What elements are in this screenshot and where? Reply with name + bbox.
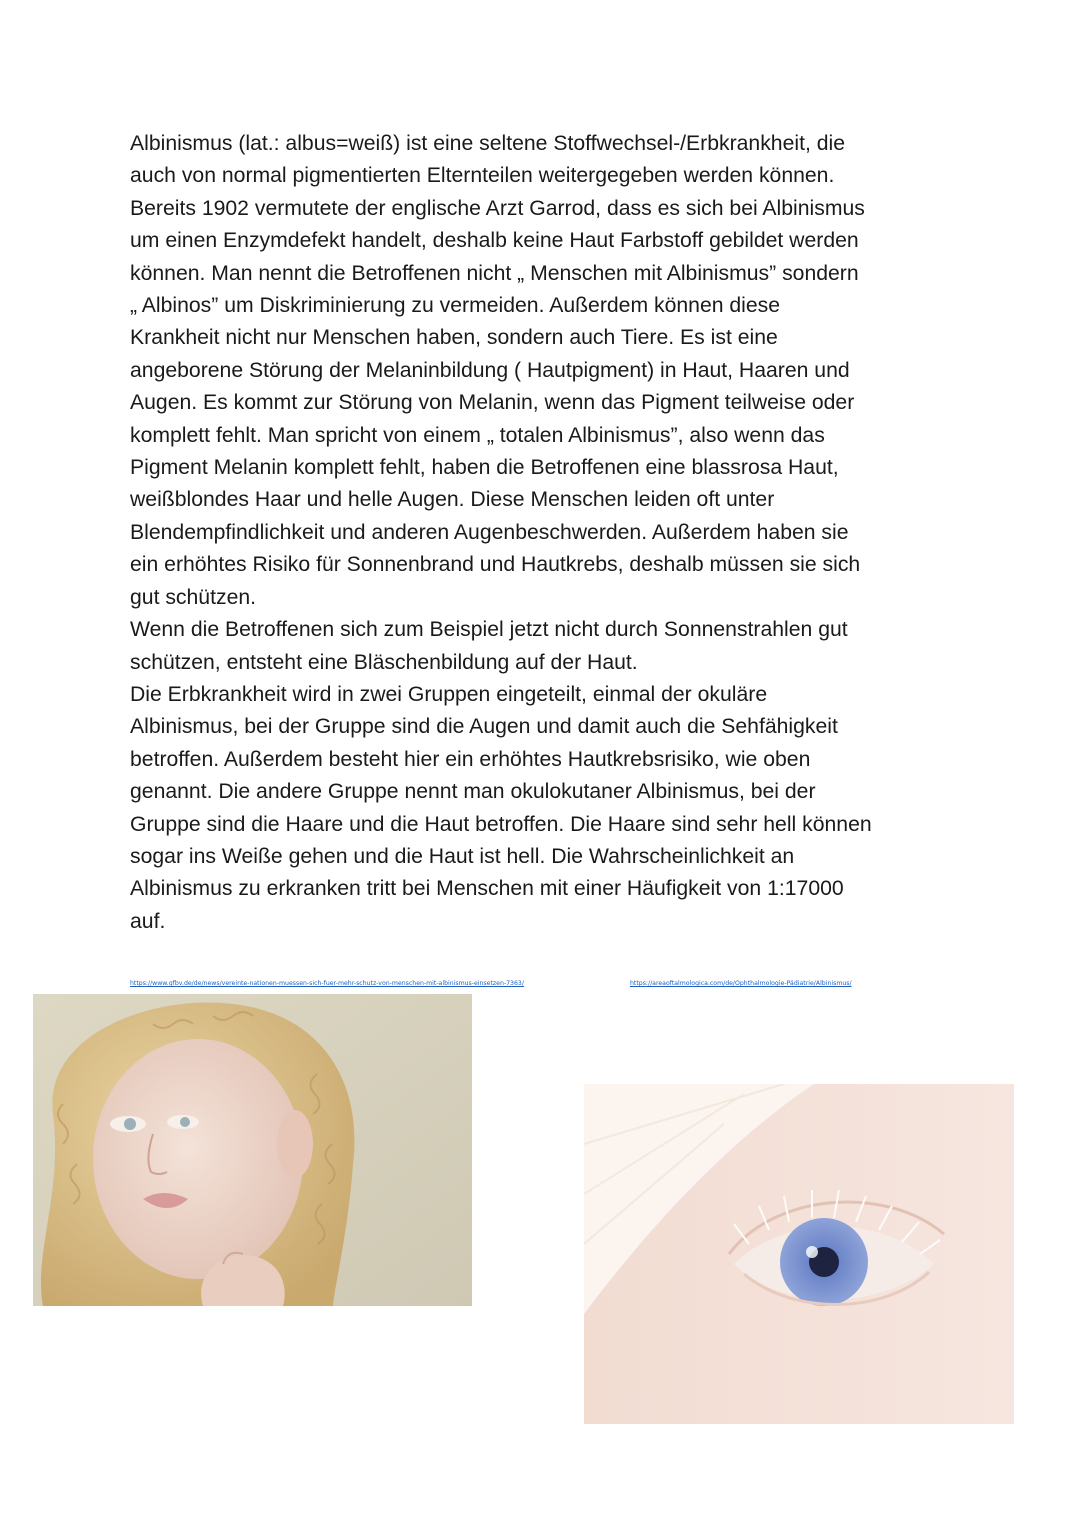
albino-eye-photo [584,1084,1014,1424]
text-line: schützen, entsteht eine Bläschenbildung auf der Haut. [130,650,638,674]
text-line: Gruppe sind die Haare und die Haut betroffen. Die Haare sind sehr hell können [130,812,872,836]
albino-child-illustration [33,994,472,1306]
text-line: angeborene Störung der Melaninbildung ( Hautpigment) in Haut, Haaren und [130,358,850,382]
albino-child-photo [33,994,472,1306]
albino-eye-illustration [584,1084,1014,1424]
text-line: Pigment Melanin komplett fehlt, haben die Betroffenen eine blassrosa Haut, [130,456,839,480]
text-line: Krankheit nicht nur Menschen haben, sondern auch Tiere. Es ist eine [130,326,778,350]
text-line: „ Albinos” um Diskriminierung zu vermeiden. Außerdem können diese [130,294,781,318]
source-link-gfbv[interactable]: https://www.gfbv.de/de/news/vereinte-nationen-muessen-sich-fuer-mehr-schutz-von-menschen-mit-albinismus-einsetzen-7363/ [130,980,524,987]
text-line: gut schützen. [130,585,257,609]
source-link-areaoftalmologica[interactable]: https://areaoftalmologica.com/de/Ophthalmologie-Pädiatrie/Albinismus/ [630,980,852,987]
text-line: weißblondes Haar und helle Augen. Diese Menschen leiden oft unter [130,488,775,512]
text-line: können. Man nennt die Betroffenen nicht „ Menschen mit Albinismus” sondern [130,261,859,285]
text-line: Albinismus, bei der Gruppe sind die Augen und damit auch die Sehfähigkeit [130,715,838,739]
text-line: Albinismus (lat.: albus=weiß) ist eine seltene Stoffwechsel-/Erbkrankheit, die [130,132,846,155]
text-line: Bereits 1902 vermutete der englische Arzt Garrod, dass es sich bei Albinismus [130,196,865,220]
text-line: sogar ins Weiße gehen und die Haut ist hell. Die Wahrscheinlichkeit an [130,844,795,868]
text-line: Wenn die Betroffenen sich zum Beispiel jetzt nicht durch Sonnenstrahlen gut [130,618,848,642]
text-line: ein erhöhtes Risiko für Sonnenbrand und Hautkrebs, deshalb müssen sie sich [130,553,861,577]
text-line: Augen. Es kommt zur Störung von Melanin, wenn das Pigment teilweise oder [130,391,855,415]
text-line: genannt. Die andere Gruppe nennt man okulokutaner Albinismus, bei der [130,780,816,804]
text-line: komplett fehlt. Man spricht von einem „ totalen Albinismus”, also wenn das [130,423,825,447]
article-paragraph [130,128,960,938]
text-line: auf. [130,909,166,933]
text-line: Blendempfindlichkeit und anderen Augenbeschwerden. Außerdem haben sie [130,520,849,544]
text-line: um einen Enzymdefekt handelt, deshalb keine Haut Farbstoff gebildet werden [130,229,859,253]
text-line: betroffen. Außerdem besteht hier ein erhöhtes Hautkrebsrisiko, wie oben [130,747,811,771]
text-line: Die Erbkrankheit wird in zwei Gruppen eingeteilt, einmal der okuläre [130,682,768,706]
text-line: auch von normal pigmentierten Elternteilen weitergegeben werden können. [130,164,835,188]
text-line: Albinismus zu erkranken tritt bei Menschen mit einer Häufigkeit von 1:17000 [130,877,844,901]
